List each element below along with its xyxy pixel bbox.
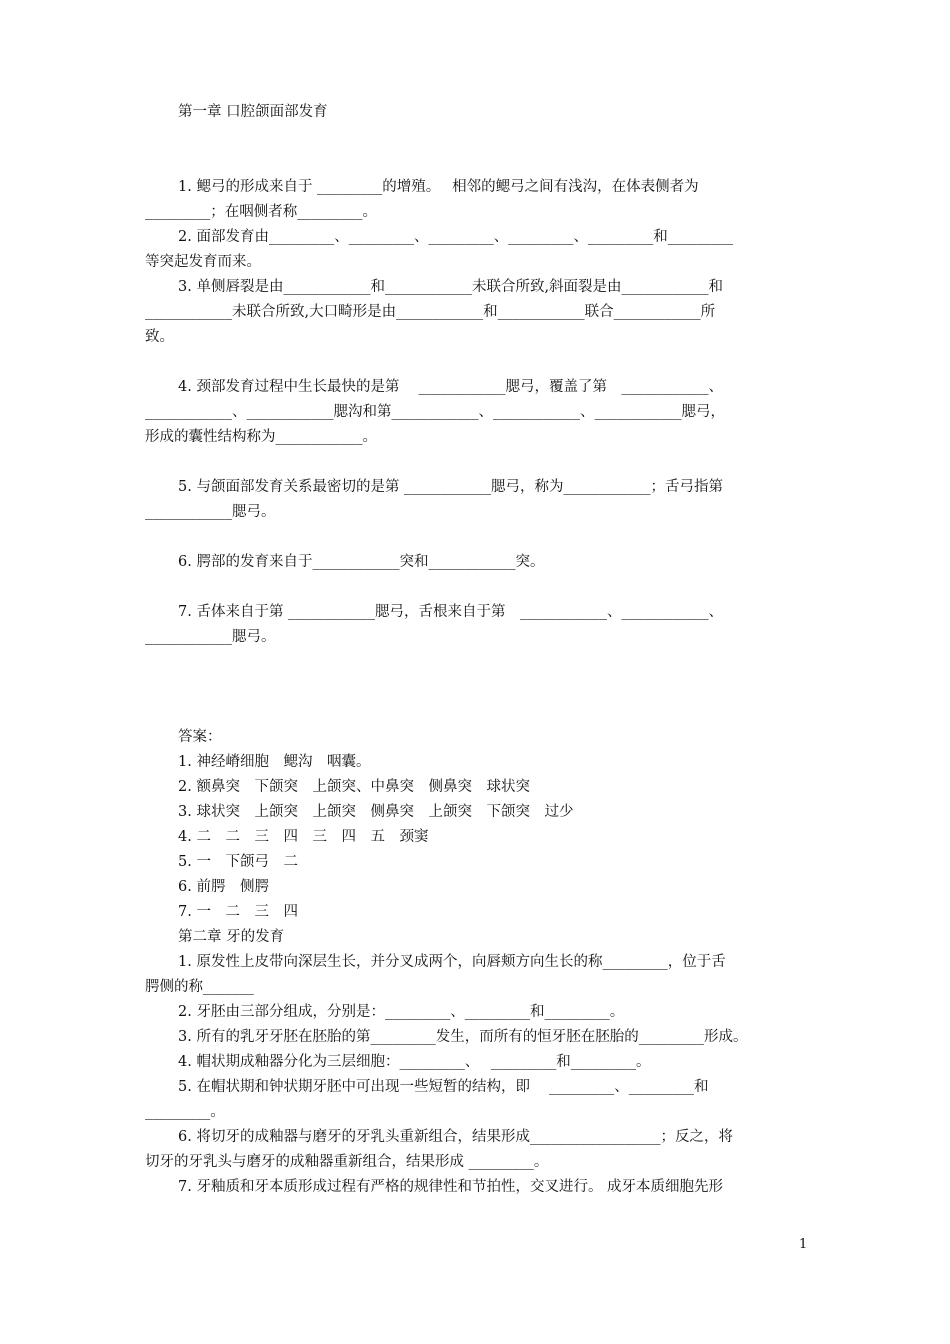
answer-item: 5. 一 下颌弓 二: [178, 854, 298, 870]
ch1-q2-line2: 等突起发育而来。: [145, 254, 261, 270]
ch2-q6-line1: 6. 将切牙的成釉器与磨牙的牙乳头重新组合，结果形成__________________；反之，将: [178, 1129, 733, 1145]
ch2-q3-line1: 3. 所有的乳牙牙胚在胚胎的第_________发生，而所有的恒牙胚在胚胎的_________形成。: [178, 1029, 748, 1045]
answer-item: 1. 神经嵴细胞 鳃沟 咽囊。: [178, 754, 371, 770]
answers-heading: 答案：: [178, 729, 222, 745]
chapter1-title: 第一章 口腔颌面部发育: [178, 104, 328, 120]
answer-item: 4. 二 二 三 四 三 四 五 颈窦: [178, 829, 429, 845]
answer-item: 7. 一 二 三 四: [178, 904, 298, 920]
page-number: 1: [799, 1237, 808, 1252]
ch2-q2-line1: 2. 牙胚由三部分组成，分别是：_________、_________和_________。: [178, 1004, 625, 1020]
ch1-q4-line2: ____________、____________腮沟和第____________、____________、____________腮弓，: [145, 404, 725, 420]
ch1-q4-line3: 形成的囊性结构称为____________。: [145, 429, 377, 445]
ch1-q7-line1: 7. 舌体来自于第 ____________腮弓，舌根来自于第 ____________、____________、: [178, 604, 724, 620]
ch2-q7-line1: 7. 牙釉质和牙本质形成过程有严格的规律性和节拍性，交叉进行。 成牙本质细胞先形: [178, 1179, 724, 1195]
ch2-q1-line2: 腭侧的称_______: [145, 979, 254, 995]
ch1-q3-line1: 3. 单侧唇裂是由____________和____________未联合所致,斜面裂是由____________和: [178, 279, 724, 295]
answer-item: 6. 前腭 侧腭: [178, 879, 269, 895]
ch1-q5-line2: ____________腮弓。: [145, 504, 276, 520]
ch1-q1-line1: 1. 鳃弓的形成来自于 _________的增殖。 相邻的鳃弓之间有浅沟，在体表侧者为: [178, 179, 699, 195]
ch1-q3-line3: 致。: [145, 329, 174, 345]
answer-item: 2. 额鼻突 下颌突 上颌突、中鼻突 侧鼻突 球状突: [178, 779, 530, 795]
ch1-q2-line1: 2. 面部发育由_________、_________、_________、_________、_________和_________: [178, 229, 733, 245]
ch2-q6-line2: 切牙的牙乳头与磨牙的成釉器重新组合，结果形成 _________。: [145, 1154, 549, 1170]
ch1-q4-line1: 4. 颈部发育过程中生长最快的是第 ____________腮弓，覆盖了第 ____________、: [178, 379, 724, 395]
ch2-q5-line1: 5. 在帽状期和钟状期牙胚中可出现一些短暂的结构，即 _________、_________和: [178, 1079, 709, 1095]
ch2-q4-line1: 4. 帽状期成釉器分化为三层细胞：_________、 _________和_________。: [178, 1054, 651, 1070]
ch2-q1-line1: 1. 原发性上皮带向深层生长，并分叉成两个，向唇颊方向生长的称_________，位于舌: [178, 954, 726, 970]
ch2-q5-line2: _________。: [145, 1104, 225, 1120]
chapter2-title: 第二章 牙的发育: [178, 929, 285, 945]
ch1-q3-line2: ____________未联合所致,大口畸形是由____________和____________联合____________所: [145, 304, 716, 320]
ch1-q7-line2: ____________腮弓。: [145, 629, 276, 645]
ch1-q1-line2: _________；在咽侧者称_________。: [145, 204, 377, 220]
ch1-q6-line1: 6. 腭部的发育来自于____________突和____________突。: [178, 554, 545, 570]
ch1-q5-line1: 5. 与颌面部发育关系最密切的是第 ____________腮弓，称为____________；舌弓指第: [178, 479, 724, 495]
answer-item: 3. 球状突 上颌突 上颌突 侧鼻突 上颌突 下颌突 过少: [178, 804, 574, 820]
